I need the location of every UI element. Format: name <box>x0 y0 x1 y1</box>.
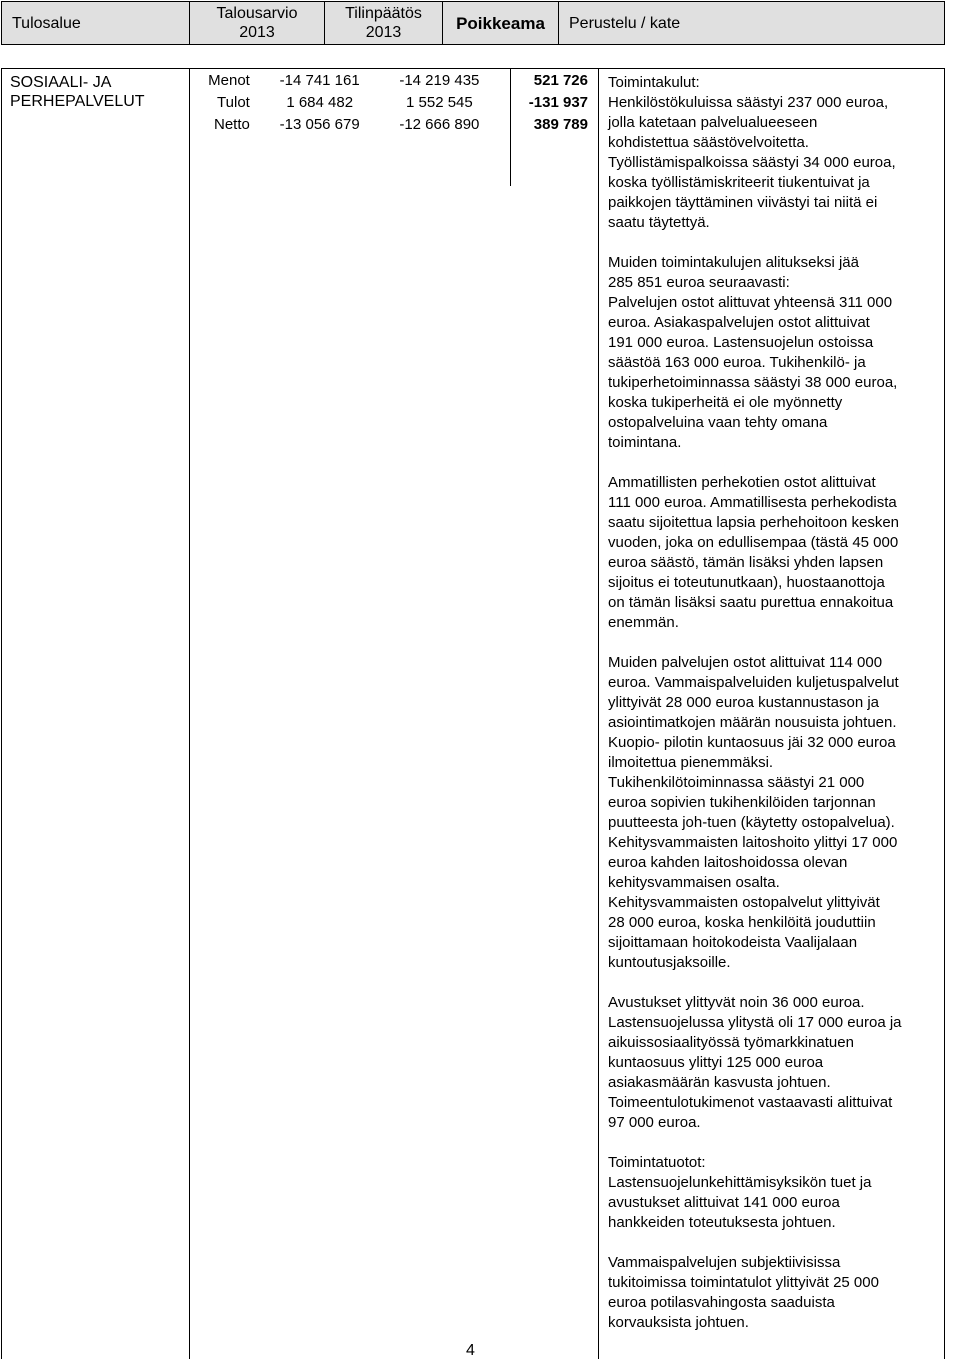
numbers-cell <box>190 69 599 1359</box>
table-header <box>1 1 945 45</box>
area-cell <box>2 69 190 1359</box>
column-divider <box>510 68 511 186</box>
area-name-line1: SOSIAALI- JA <box>10 74 112 91</box>
deviation-value: 389 789 <box>533 115 588 133</box>
table-row <box>190 113 598 135</box>
justification-paragraph: Muiden palvelujen ostot alittuivat 114 000 euroa. Vammaispalveluiden kuljetuspalvelut ylittyivät 28 000 euroa kustannustason ja asiointimatkojen määrän nousuista johtuen. Kuopio- pilotin kuntaosuus jäi 32 000 euroa ilmoitettua pienemmäksi. Tukihenkilötoiminnassa säästyi 21 000 euroa sopivien tukihenkilöiden tarjonnan puutteesta joh-tuen (käytetty ostopalvelua). Kehitysvammaisten laitoshoito ylittyi 17 000 euroa kahden laitoshoidossa olevan kehitysvammaisen osalta. Kehitysvammaisten ostopalvelut ylittyivät 28 000 euroa, koska henkilöitä jouduttiin sijoittamaan hoitokodeista Vaalijalaan kuntoutusjaksoille. <box>608 654 899 971</box>
header-perustelu <box>559 2 944 44</box>
table-row <box>190 91 598 113</box>
header-talousarvio-label: Talousarvio <box>216 5 298 22</box>
justification-cell <box>599 69 944 1359</box>
header-talousarvio-year: 2013 <box>239 24 275 41</box>
row-label: Netto <box>213 115 250 133</box>
deviation-value: 521 726 <box>533 71 588 89</box>
row-label: Menot <box>208 71 250 89</box>
justification-paragraph: Toimintatuotot: Lastensuojelunkehittämisyksikön tuet ja avustukset alittuivat 141 000 euroa hankkeiden toteutuksesta johtuen. <box>608 1154 872 1231</box>
header-tilinpaatos <box>325 2 443 44</box>
table-body <box>1 69 945 1359</box>
actual-value: -12 666 890 <box>399 115 480 133</box>
budget-value: -13 056 679 <box>279 115 360 133</box>
header-tilinpaatos-year: 2013 <box>365 24 402 41</box>
actual-value: 1 552 545 <box>406 93 473 111</box>
budget-value: -14 741 161 <box>279 71 360 89</box>
deviation-value: -131 937 <box>528 93 588 111</box>
page-number: 4 <box>466 1342 475 1359</box>
justification-paragraph: Vammaispalvelujen subjektiivisissa tukitoimissa toimintatulot ylittyivät 25 000 euroa potilasvahingosta saaduista korvauksista johtuen. <box>608 1254 879 1331</box>
budget-value: 1 684 482 <box>286 93 354 111</box>
header-tulosalue-label: Tulosalue <box>12 14 81 32</box>
budget-table <box>1 1 945 1359</box>
header-talousarvio <box>190 2 325 44</box>
row-divider <box>1 68 945 69</box>
header-perustelu-label: Perustelu / kate <box>569 14 681 32</box>
header-poikkeama-label: Poikkeama <box>456 13 545 33</box>
justification-paragraph: Toimintakulut: Henkilöstökuluissa säästyi 237 000 euroa, jolla katetaan palvelualueeseen kohdistettua säästövelvoitetta. Työllistämispalkoissa säästyi 34 000 euroa, koska työllistämiskriteerit tiukentuivat ja paikkojen täyttäminen viivästyi tai niitä ei saatu täytettyä. <box>608 74 896 231</box>
header-tulosalue <box>2 2 190 44</box>
row-label: Tulot <box>217 93 250 111</box>
header-tilinpaatos-label: Tilinpäätös <box>345 5 422 22</box>
header-poikkeama <box>443 2 559 44</box>
actual-value: -14 219 435 <box>399 71 480 89</box>
table-row <box>190 69 598 91</box>
justification-paragraph: Muiden toimintakulujen alitukseksi jää 285 851 euroa seuraavasti: Palvelujen ostot alittuvat yhteensä 311 000 euroa. Asiakaspalvelujen ostot alittuivat 191 000 euroa. Lastensuojelun ostoissa säästöä 163 000 euroa. Tukihenkilö- ja tukiperhetoiminnassa säästyi 38 000 euroa, koska tukiperheitä ei ole myönnetty ostopalveluina vaan tehty omana toimintana. <box>608 254 898 451</box>
justification-paragraph: Avustukset ylittyvät noin 36 000 euroa. Lastensuojelussa ylitystä oli 17 000 euroa ja aikuissosiaalityössä työmarkkinatuen kuntaosuus ylittyi 125 000 euroa asiakasmäärän kasvusta johtuen. Toimeentulotukimenot vastaavasti alittuivat 97 000 euroa. <box>608 994 902 1131</box>
justification-paragraph: Ammatillisten perhekotien ostot alittuivat 111 000 euroa. Ammatillisesta perhekodista saatu sijoitettua lapsia perhehoitoon kesken vuoden, joka on edullisempaa (tästä 45 000 euroa säästö, tämän lisäksi yhden lapsen sijoitus ei toteutunutkaan), huostaanottoja on tämän lisäksi saatu purettua ennakoitua enemmän. <box>608 474 900 631</box>
area-name-line2: PERHEPALVELUT <box>10 93 145 110</box>
